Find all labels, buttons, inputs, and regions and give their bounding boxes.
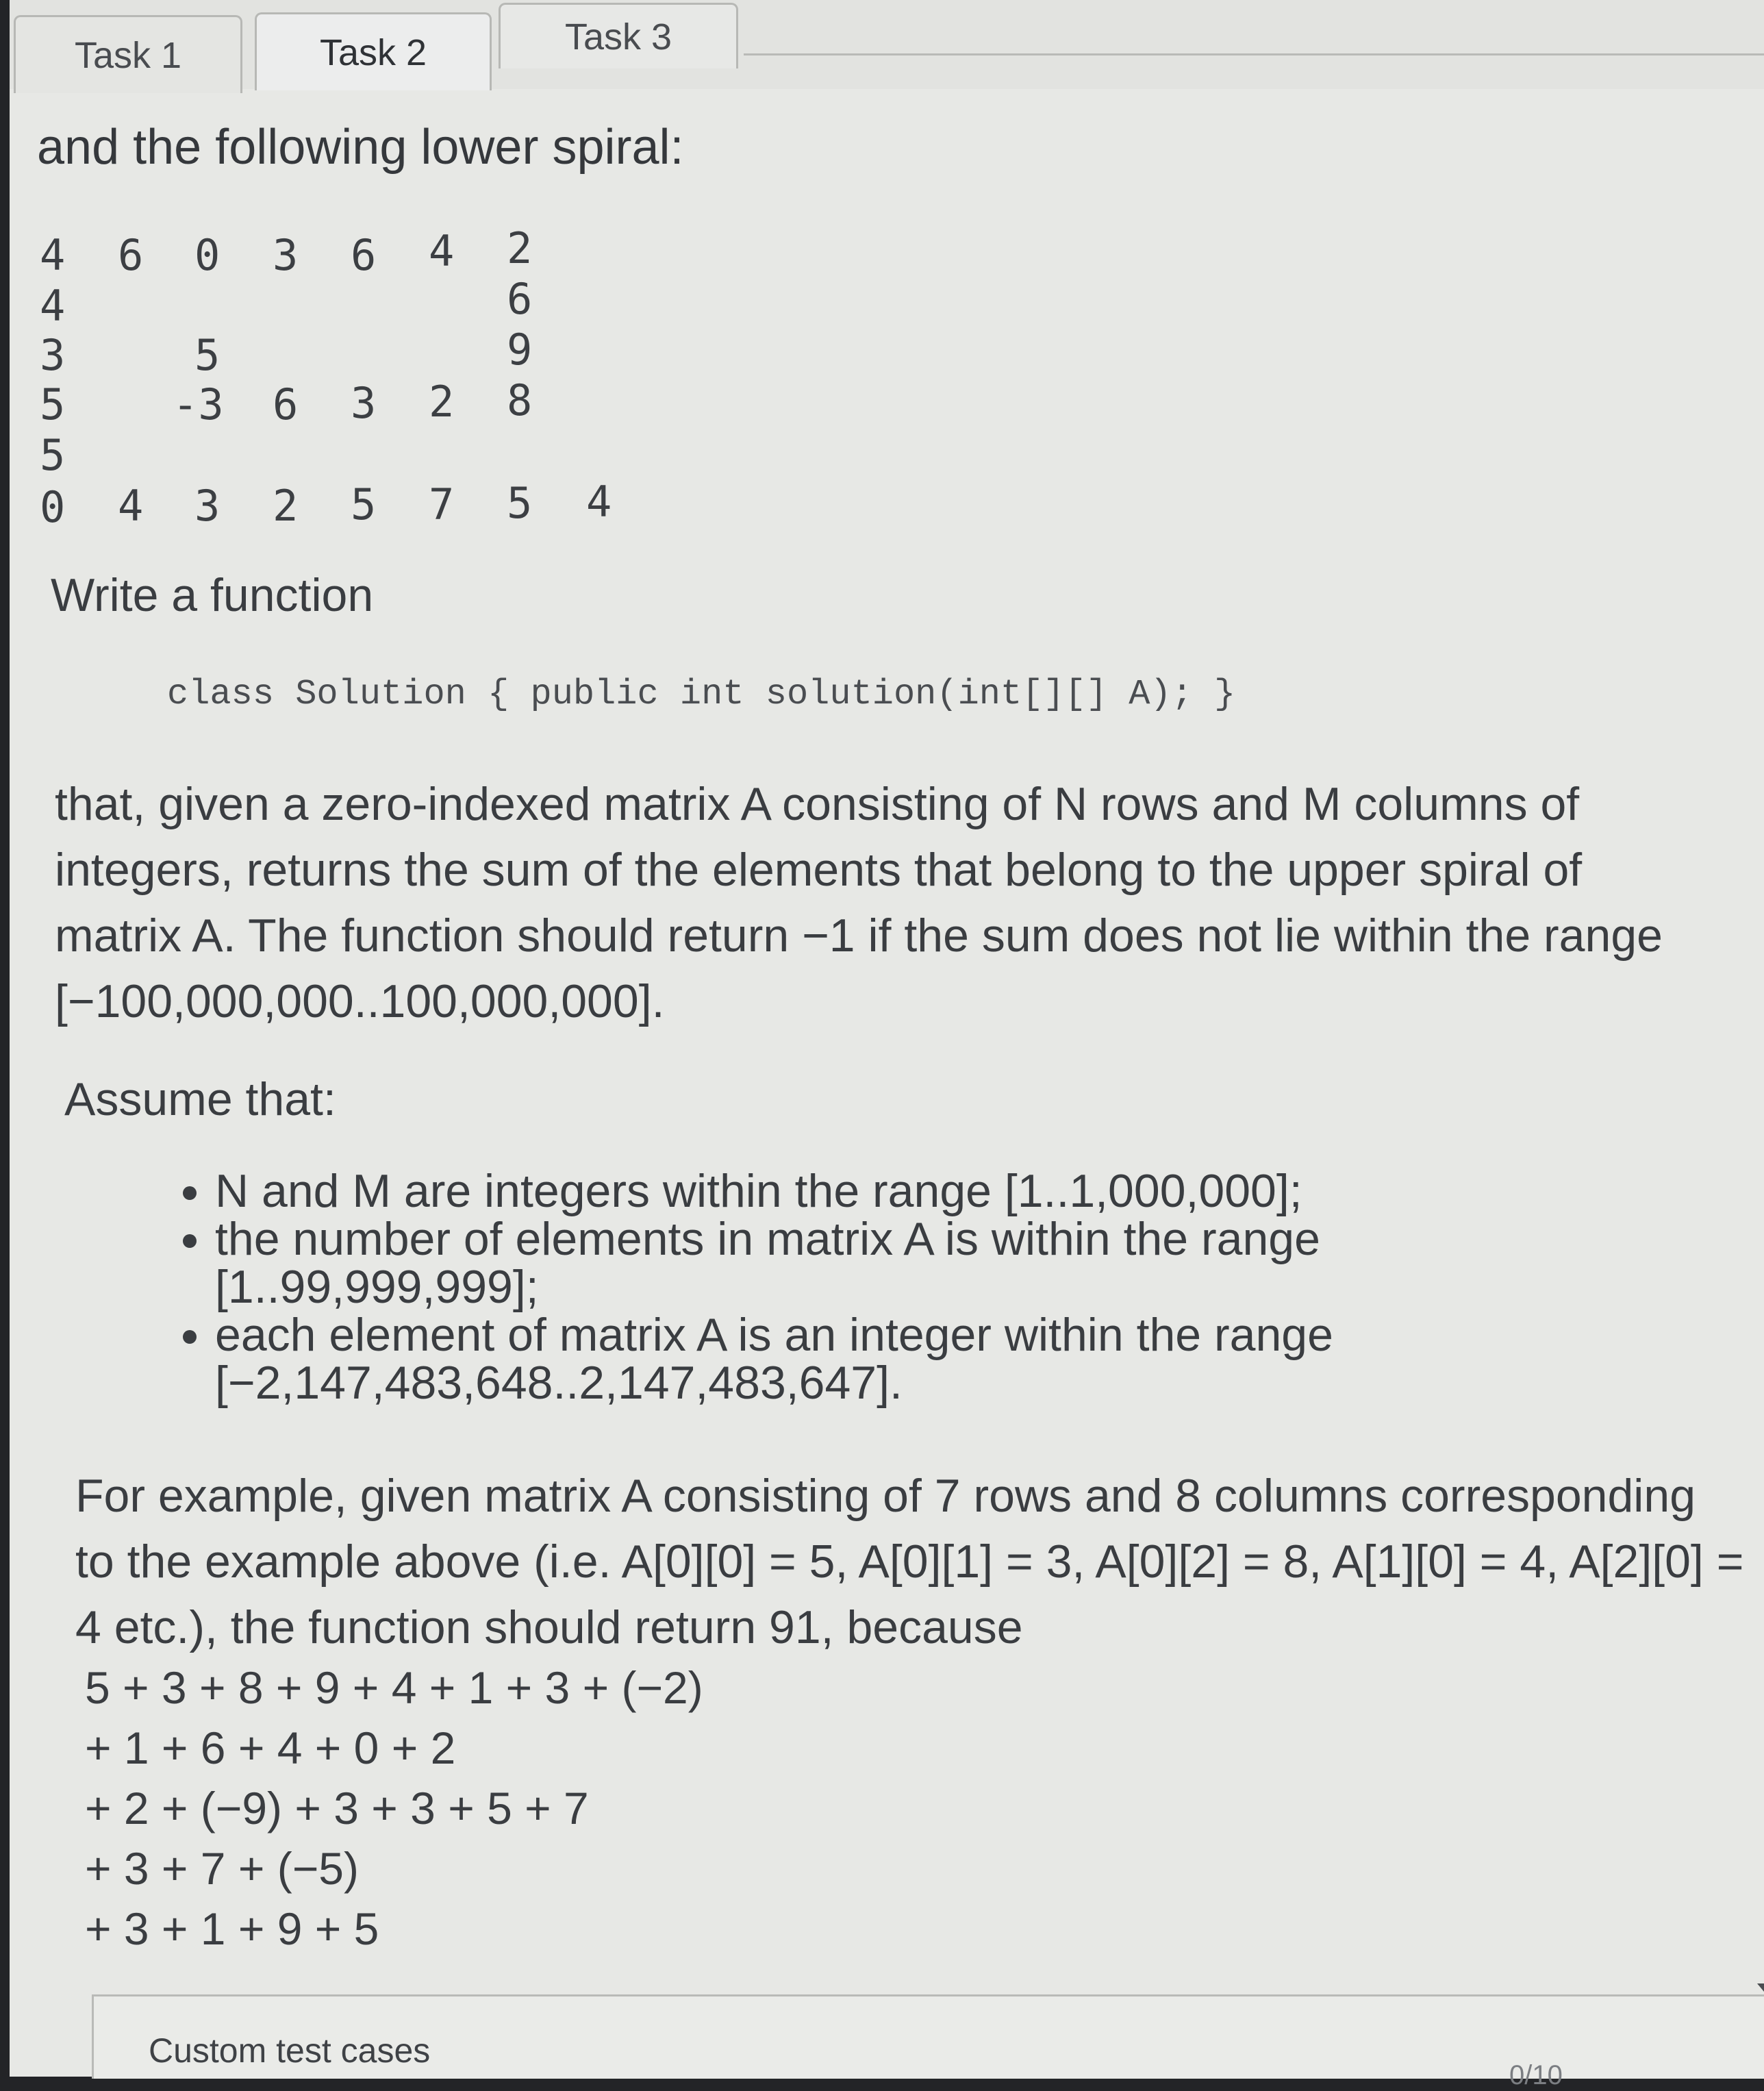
spiral-cell: 4 <box>586 477 612 527</box>
spiral-cell: 3 <box>40 330 66 380</box>
spiral-cell: 2 <box>429 377 455 427</box>
spiral-cell: 3 <box>351 378 377 428</box>
assume-label: Assume that: <box>64 1073 336 1125</box>
sum-line: + 3 + 7 + (−5) <box>85 1843 359 1894</box>
spiral-cell: 4 <box>118 481 144 531</box>
spiral-cell: 5 <box>351 479 377 529</box>
spiral-cell: 5 <box>194 330 220 380</box>
list-item: • the number of elements in matrix A is within the range [1..99,999,999]; <box>215 1215 1448 1311</box>
write-function-label: Write a function <box>51 569 374 621</box>
spiral-cell: 4 <box>40 230 66 280</box>
spiral-cell: 5 <box>40 379 66 429</box>
spiral-cell: 3 <box>273 230 299 280</box>
spiral-cell: 6 <box>273 379 299 429</box>
screen <box>10 0 1764 2090</box>
function-signature-code: class Solution { public int solution(int[][] A); } <box>167 674 1236 714</box>
spiral-cell: 6 <box>118 230 144 280</box>
spiral-cell: 0 <box>194 230 220 280</box>
spiral-cell: 8 <box>507 375 533 425</box>
spiral-cell: -3 <box>173 379 224 429</box>
sum-line: + 1 + 6 + 4 + 0 + 2 <box>85 1723 456 1773</box>
tab-task-2[interactable]: Task 2 <box>255 12 492 90</box>
task-tab-bar <box>10 0 1764 89</box>
task-description-text: that, given a zero-indexed matrix A consisting of N rows and M columns of integers, returns the sum of the elements that belong to the upper spiral of matrix A. The function should return −1 if the sum does not lie within the range [−100,000,000..100,000,000]. <box>55 778 1663 1027</box>
spiral-heading: and the following lower spiral: <box>37 120 684 175</box>
list-item: • N and M are integers within the range [1..1,000,000]; <box>215 1167 1448 1215</box>
scroll-down-arrow-icon[interactable] <box>1757 1983 1764 1992</box>
spiral-cell: 4 <box>40 281 66 331</box>
sum-line: 5 + 3 + 8 + 9 + 4 + 1 + 3 + (−2) <box>85 1662 703 1713</box>
spiral-cell: 9 <box>507 325 533 375</box>
spiral-cell: 7 <box>429 479 455 529</box>
sum-line: + 3 + 1 + 9 + 5 <box>85 1903 379 1954</box>
spiral-cell: 4 <box>429 226 455 276</box>
spiral-cell: 6 <box>507 274 533 324</box>
tab-task-1[interactable]: Task 1 <box>14 15 242 93</box>
spiral-cell: 2 <box>507 223 533 273</box>
spiral-cell: 3 <box>194 481 220 531</box>
custom-test-cases-label: Custom test cases <box>149 2031 431 2070</box>
assumptions-list <box>160 1167 1448 1407</box>
tab-task-3[interactable]: Task 3 <box>499 3 738 68</box>
tab-bar-divider <box>744 53 1764 55</box>
custom-test-cases-count: 0/10 <box>1509 2060 1563 2090</box>
spiral-cell: 5 <box>40 430 66 480</box>
spiral-cell: 6 <box>351 230 377 280</box>
spiral-cell: 0 <box>40 482 66 532</box>
example-text: For example, given matrix A consisting of 7 rows and 8 columns corresponding to the example above (i.e. A[0][0] = 5, A[0][1] = 3, A[0][2] = 8, A[1][0] = 4, A[2][0] = 4 etc.), the function should return 91, because <box>75 1470 1744 1653</box>
spiral-cell: 5 <box>507 478 533 528</box>
spiral-cell: 2 <box>273 481 299 531</box>
list-item: • each element of matrix A is an integer within the range [−2,147,483,648..2,147,483,647]. <box>215 1311 1448 1407</box>
sum-line: + 2 + (−9) + 3 + 3 + 5 + 7 <box>85 1783 589 1833</box>
